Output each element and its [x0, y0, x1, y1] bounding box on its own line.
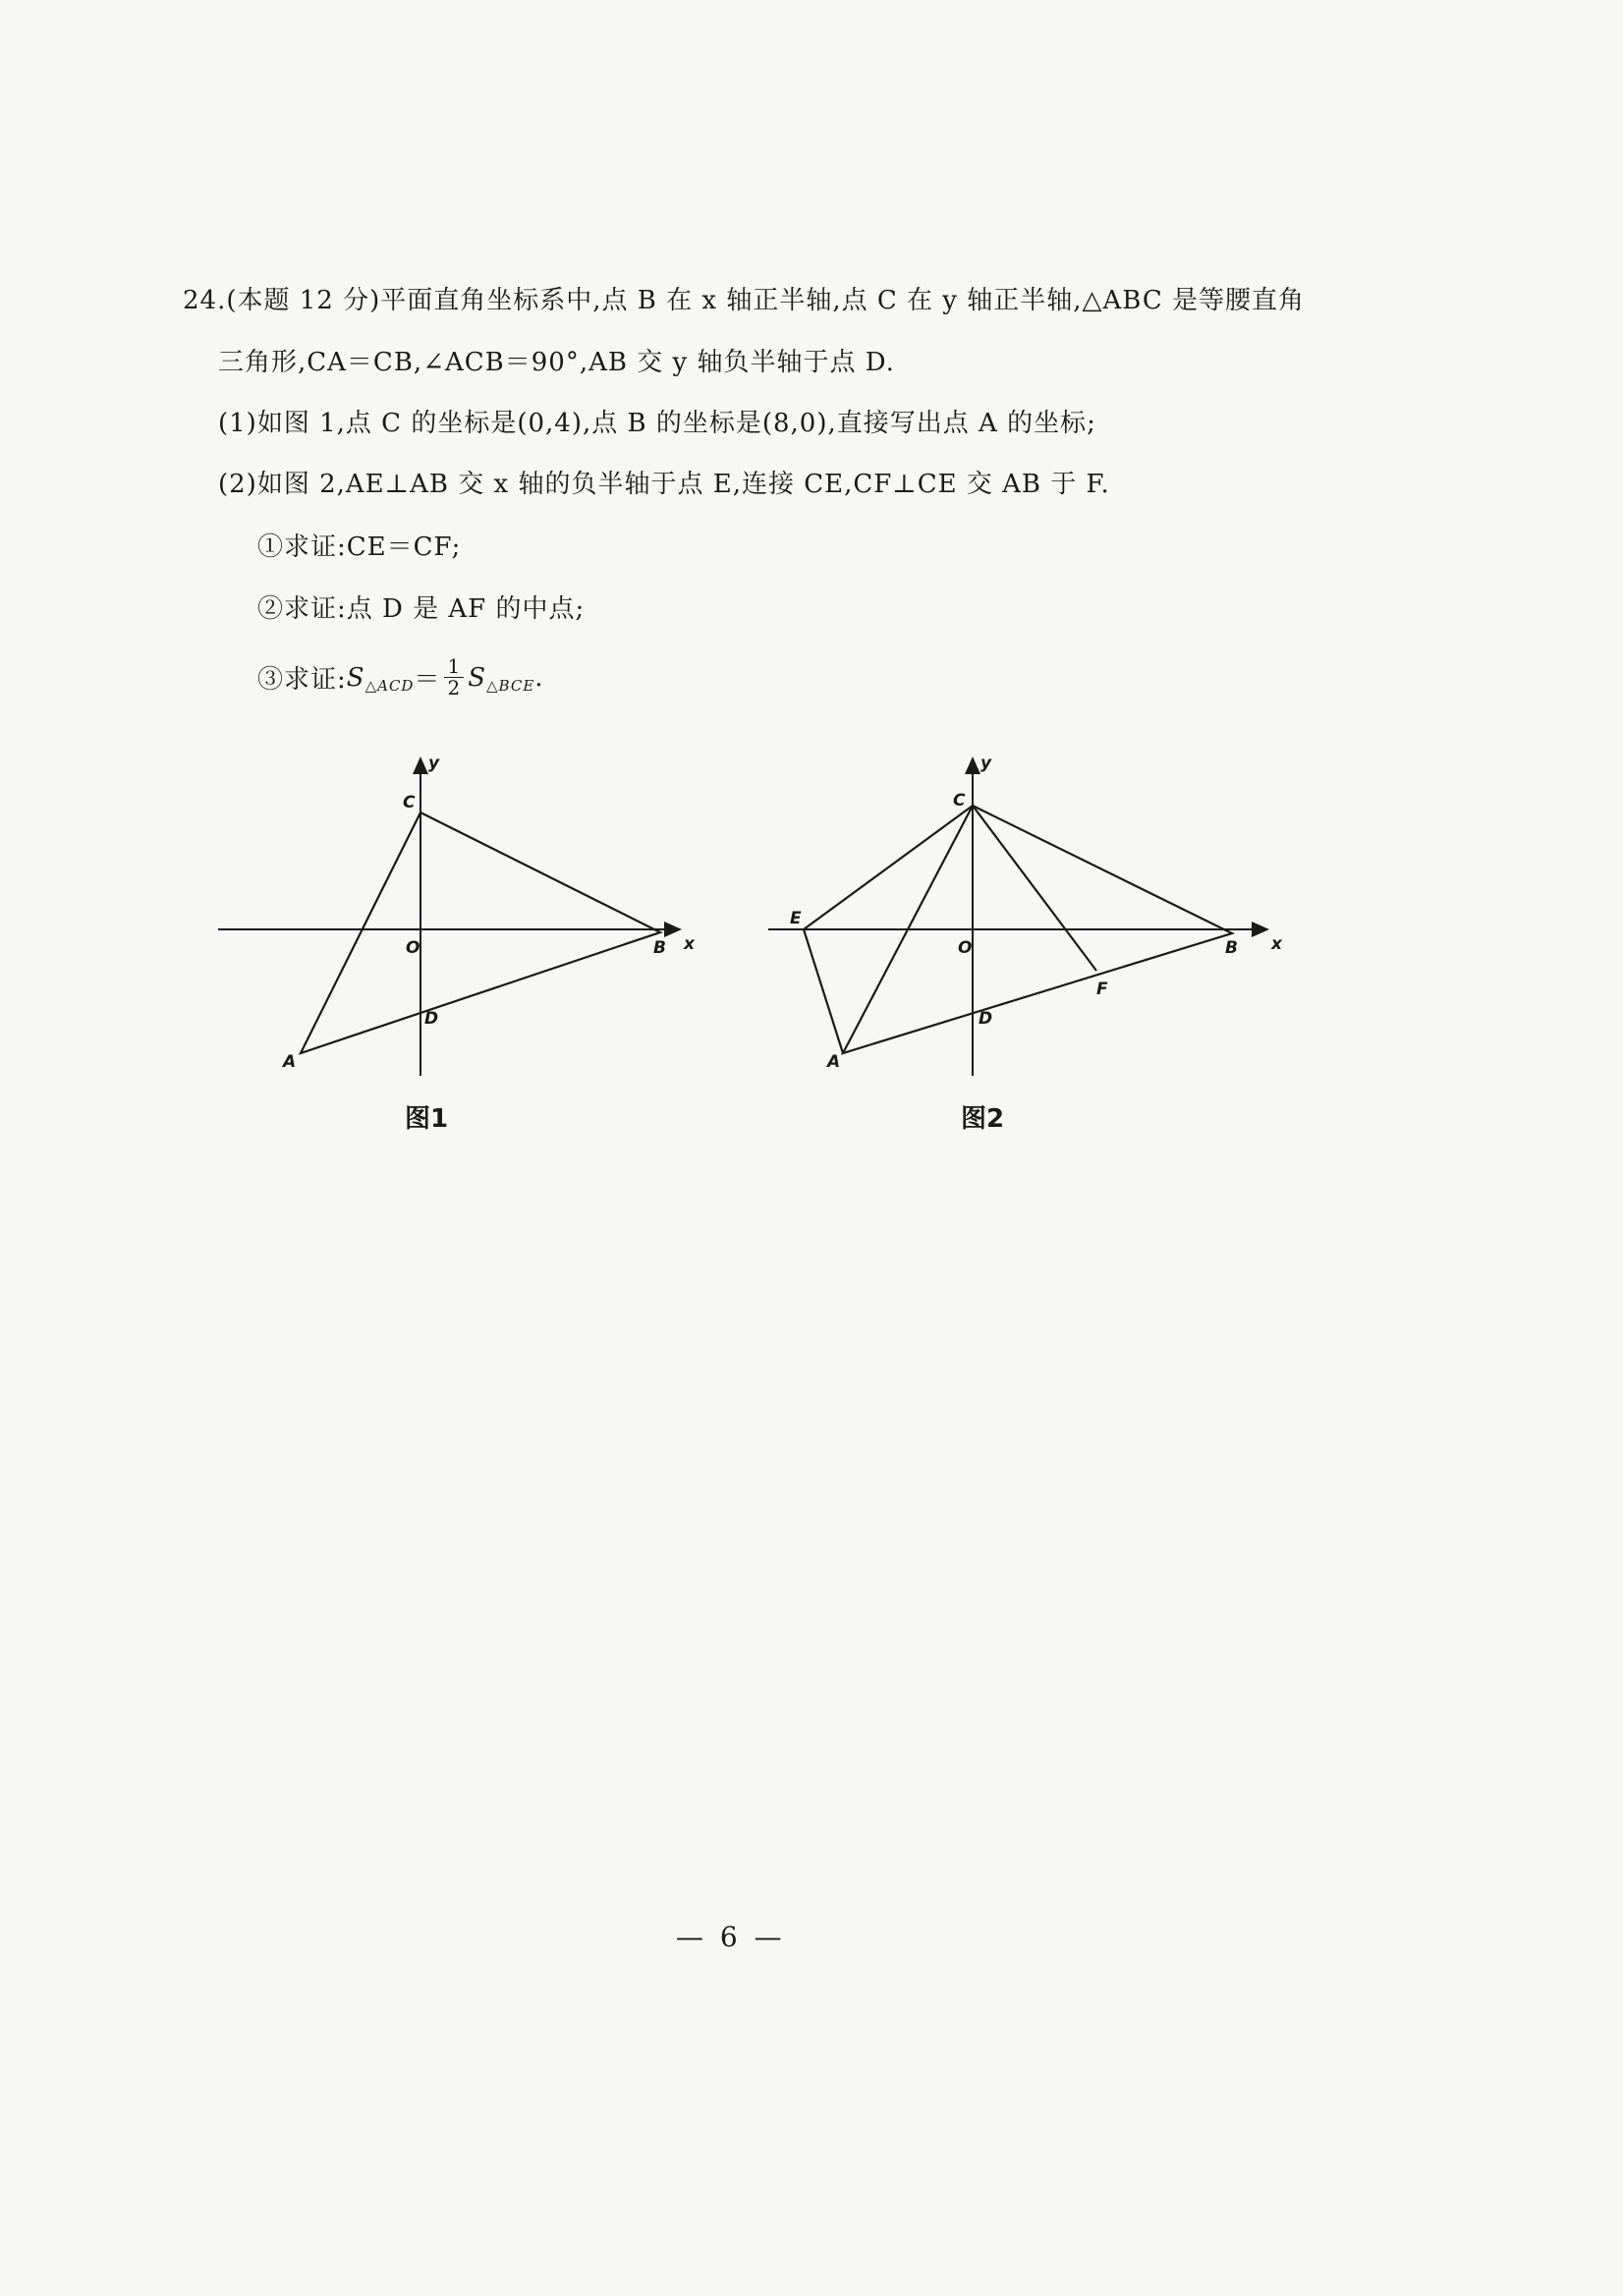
figure-2-caption: 图2 — [961, 1104, 1005, 1134]
area-subscript-right: △BCE — [486, 676, 535, 695]
label-c: C — [403, 793, 416, 812]
problem-line-2: 三角形,CA＝CB,∠ACB＝90°,AB 交 y 轴负半轴于点 D. — [218, 348, 895, 377]
sub-question-3-end: . — [534, 662, 544, 693]
label-b: B — [653, 938, 666, 958]
fraction-denominator: 2 — [447, 676, 462, 700]
equals-sign: ＝ — [414, 665, 441, 695]
label-o: O — [406, 938, 420, 958]
label-x: x — [1271, 934, 1282, 954]
label-c: C — [953, 791, 966, 811]
area-symbol-right: S — [468, 662, 487, 693]
triangle-abc — [301, 812, 660, 1053]
label-a: A — [283, 1052, 297, 1072]
label-f: F — [1096, 980, 1108, 999]
label-y: y — [428, 754, 440, 773]
figure-2-diagram — [756, 747, 1287, 1081]
page-number: — 6 — — [676, 1921, 786, 1953]
area-subscript-left: △ACD — [364, 676, 415, 695]
label-a: A — [827, 1052, 841, 1072]
figure-1-diagram — [206, 747, 698, 1081]
label-x: x — [684, 934, 695, 954]
figure-1 — [206, 747, 698, 1085]
question-part-2: (2)如图 2,AE⊥AB 交 x 轴的负半轴于点 E,连接 CE,CF⊥CE 交 AB 于 F. — [218, 470, 1110, 499]
fraction-numerator: 1 — [444, 656, 464, 678]
area-symbol-left: S — [346, 662, 365, 693]
label-e: E — [790, 909, 802, 928]
segment-ce — [804, 806, 973, 929]
label-y: y — [980, 754, 992, 773]
figure-2 — [756, 747, 1287, 1085]
segment-cf — [973, 806, 1096, 971]
label-d: D — [979, 1009, 993, 1029]
sub-question-3-prefix: ③求证: — [257, 665, 347, 695]
question-part-1: (1)如图 1,点 C 的坐标是(0,4),点 B 的坐标是(8,0),直接写出点 A 的坐标; — [218, 409, 1096, 438]
problem-line-1: 24.(本题 12 分)平面直角坐标系中,点 B 在 x 轴正半轴,点 C 在 y 轴正半轴,△ABC 是等腰直角 — [183, 286, 1306, 315]
label-d: D — [424, 1009, 439, 1029]
sub-question-2: ②求证:点 D 是 AF 的中点; — [257, 594, 586, 624]
segment-ae — [804, 929, 843, 1053]
sub-question-3 — [257, 656, 544, 699]
label-b: B — [1225, 938, 1238, 958]
fraction-one-half — [444, 656, 464, 699]
sub-question-1: ①求证:CE＝CF; — [257, 532, 462, 562]
label-o: O — [958, 938, 973, 958]
figure-1-caption: 图1 — [405, 1104, 449, 1134]
